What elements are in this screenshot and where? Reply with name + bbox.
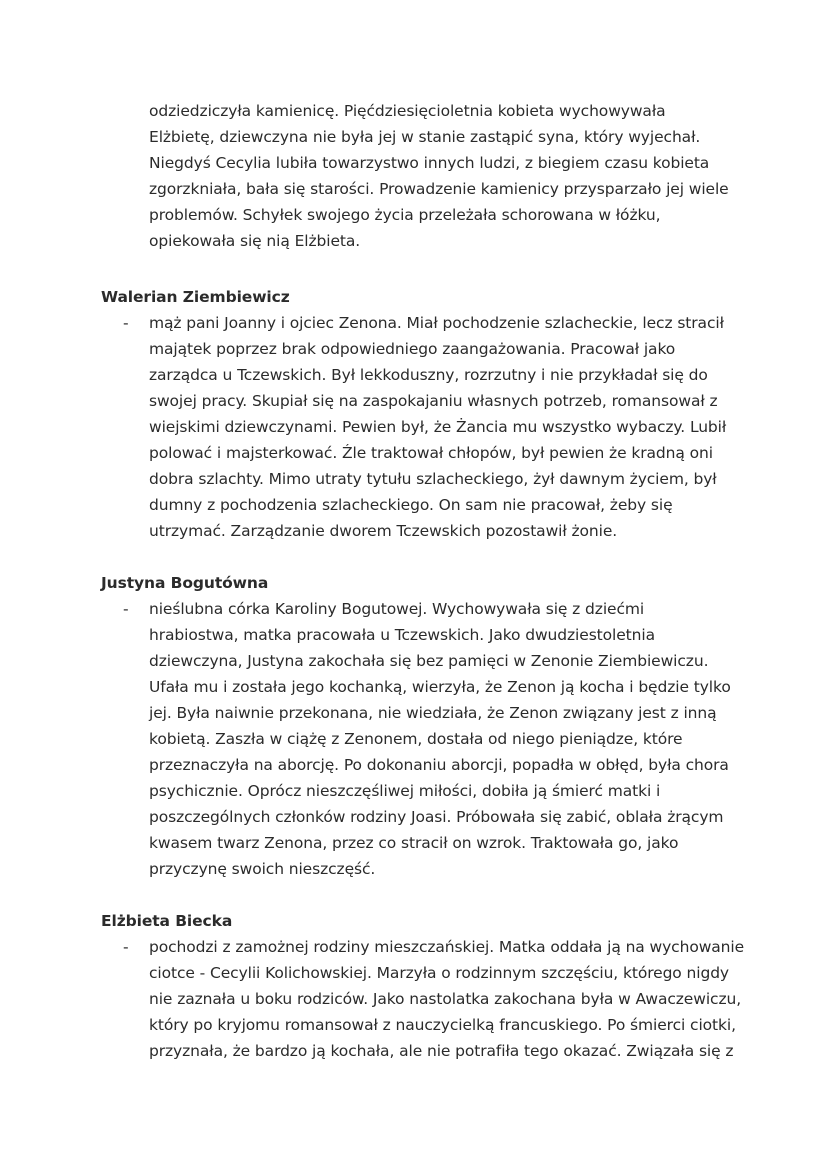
text-line: Niegdyś Cecylia lubiła towarzystwo innych ludzi, z biegiem czasu kobieta bbox=[149, 154, 710, 172]
text-line: hrabiostwa, matka pracowała u Tczewskich. Jako dwudziestoletnia bbox=[149, 626, 655, 644]
text-line: dobra szlachty. Mimo utraty tytułu szlacheckiego, żył dawnym życiem, był bbox=[149, 470, 717, 488]
text-line: utrzymać. Zarządzanie dworem Tczewskich pozostawił żonie. bbox=[149, 522, 618, 540]
text-line: przyznała, że bardzo ją kochała, ale nie potrafiła tego okazać. Związała się z bbox=[149, 1042, 734, 1060]
text-line: przyczynę swoich nieszczęść. bbox=[149, 860, 376, 878]
text-line: poszczególnych członków rodziny Joasi. Próbowała się zabić, oblała żrącym bbox=[149, 808, 724, 826]
section-heading: Walerian Ziembiewicz bbox=[101, 288, 290, 306]
text-line: zarządca u Tczewskich. Był lekkoduszny, rozrzutny i nie przykładał się do bbox=[149, 366, 708, 384]
section-heading: Elżbieta Biecka bbox=[101, 912, 233, 930]
text-line: nie zaznała u boku rodziców. Jako nastolatka zakochana była w Awaczewiczu, bbox=[149, 990, 742, 1008]
list-bullet: - bbox=[123, 314, 129, 332]
text-line: wiejskimi dziewczynami. Pewien był, że Żancia mu wszystko wybaczy. Lubił bbox=[149, 418, 727, 436]
text-line: swojej pracy. Skupiał się na zaspokajaniu własnych potrzeb, romansował z bbox=[149, 392, 718, 410]
text-line: majątek poprzez brak odpowiedniego zaangażowania. Pracował jako bbox=[149, 340, 676, 358]
text-line: ciotce - Cecylii Kolichowskiej. Marzyła o rodzinnym szczęściu, którego nigdy bbox=[149, 964, 730, 982]
list-bullet: - bbox=[123, 938, 129, 956]
text-line: kobietą. Zaszła w ciążę z Zenonem, dostała od niego pieniądze, które bbox=[149, 730, 683, 748]
text-line: mąż pani Joanny i ojciec Zenona. Miał pochodzenie szlacheckie, lecz stracił bbox=[149, 314, 724, 332]
text-line: polować i majsterkować. Źle traktował chłopów, był pewien że kradną oni bbox=[149, 444, 713, 462]
text-line: psychicznie. Oprócz nieszczęśliwej miłości, dobiła ją śmierć matki i bbox=[149, 782, 661, 800]
text-line: odziedziczyła kamienicę. Pięćdziesięcioletnia kobieta wychowywała bbox=[149, 102, 666, 120]
text-line: dziewczyna, Justyna zakochała się bez pamięci w Zenonie Ziembiewiczu. bbox=[149, 652, 709, 670]
text-line: zgorzkniała, bała się starości. Prowadzenie kamienicy przysparzało jej wiele bbox=[149, 180, 729, 198]
list-bullet: - bbox=[123, 600, 129, 618]
text-line: opiekowała się nią Elżbieta. bbox=[149, 232, 361, 250]
text-line: Ufała mu i została jego kochanką, wierzyła, że Zenon ją kocha i będzie tylko bbox=[149, 678, 731, 696]
text-line: dumny z pochodzenia szlacheckiego. On sam nie pracował, żeby się bbox=[149, 496, 673, 514]
text-line: który po kryjomu romansował z nauczycielką francuskiego. Po śmierci ciotki, bbox=[149, 1016, 736, 1034]
text-line: jej. Była naiwnie przekonana, nie wiedziała, że Zenon związany jest z inną bbox=[149, 704, 717, 722]
text-line: pochodzi z zamożnej rodziny mieszczańskiej. Matka oddała ją na wychowanie bbox=[149, 938, 745, 956]
text-line: Elżbietę, dziewczyna nie była jej w stanie zastąpić syna, który wyjechał. bbox=[149, 128, 701, 146]
text-line: przeznaczyła na aborcję. Po dokonaniu aborcji, popadła w obłęd, była chora bbox=[149, 756, 729, 774]
text-line: problemów. Schyłek swojego życia przeleżała schorowana w łóżku, bbox=[149, 206, 661, 224]
text-line: nieślubna córka Karoliny Bogutowej. Wychowywała się z dziećmi bbox=[149, 600, 645, 618]
text-line: kwasem twarz Zenona, przez co stracił on wzrok. Traktowała go, jako bbox=[149, 834, 679, 852]
section-heading: Justyna Bogutówna bbox=[101, 574, 269, 592]
